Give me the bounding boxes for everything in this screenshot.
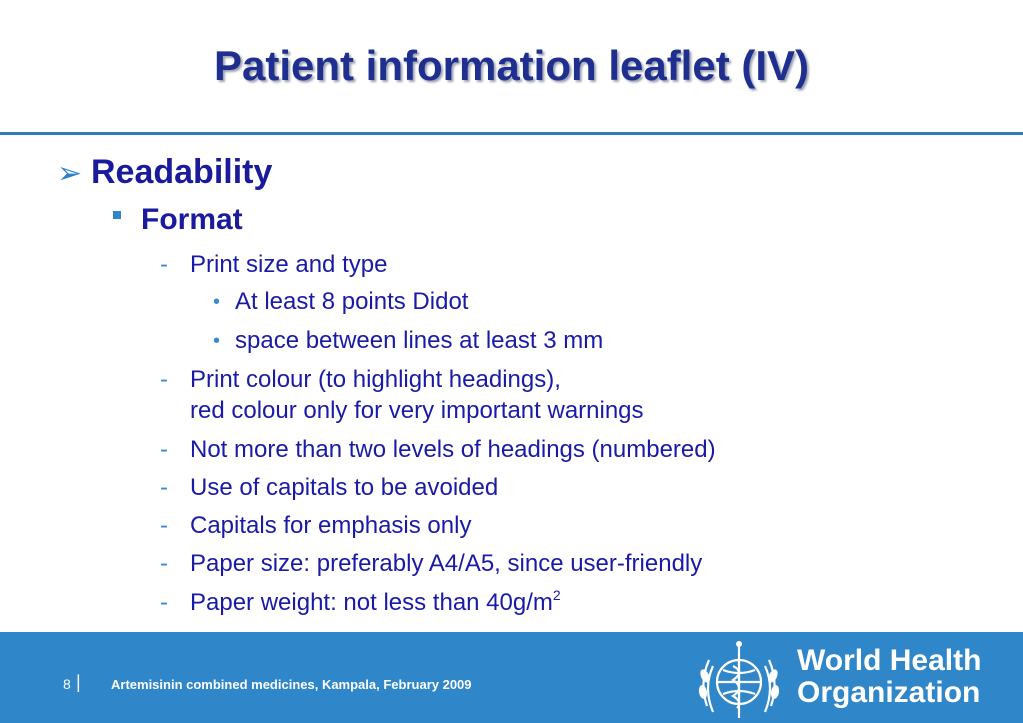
dash-bullet: - [160, 550, 168, 577]
subheading-format: Format [141, 203, 243, 236]
superscript: 2 [552, 587, 561, 603]
arrow-bullet-icon: ➢ [57, 157, 83, 190]
list-item: At least 8 points Didot [235, 288, 469, 315]
list-item: Use of capitals to be avoided [190, 474, 499, 501]
who-logo [693, 636, 1013, 720]
footer-caption: Artemisinin combined medicines, Kampala, February 2009 [111, 677, 472, 692]
dot-bullet: • [213, 330, 221, 352]
logo-text-line1: World Health [797, 644, 982, 677]
list-item [190, 589, 561, 617]
list-item-continuation: red colour only for very important warnings [190, 397, 644, 424]
list-item-text: Paper weight: not less than 40g/m [190, 589, 553, 616]
list-item: Print size and type [190, 251, 388, 278]
dash-bullet: - [160, 512, 168, 539]
dash-bullet: - [160, 436, 168, 463]
logo-text-line2: Organization [797, 676, 981, 709]
heading-readability: Readability [91, 153, 273, 191]
dash-bullet: - [160, 474, 168, 501]
who-emblem-icon [693, 636, 785, 720]
dash-bullet: - [160, 251, 168, 278]
dash-bullet: - [160, 366, 168, 393]
list-item: Not more than two levels of headings (numbered) [190, 436, 716, 463]
page-number: 8 [63, 676, 71, 692]
footer-separator: | [76, 672, 81, 692]
slide-title: Patient information leaflet (IV) [213, 42, 810, 89]
square-bullet-icon [113, 211, 121, 219]
list-item: space between lines at least 3 mm [235, 327, 604, 354]
list-item: Capitals for emphasis only [190, 512, 472, 539]
dash-bullet: - [160, 589, 168, 616]
dot-bullet: • [213, 291, 221, 313]
list-item: Print colour (to highlight headings), [190, 366, 561, 393]
list-item: Paper size: preferably A4/A5, since user-friendly [190, 550, 703, 577]
